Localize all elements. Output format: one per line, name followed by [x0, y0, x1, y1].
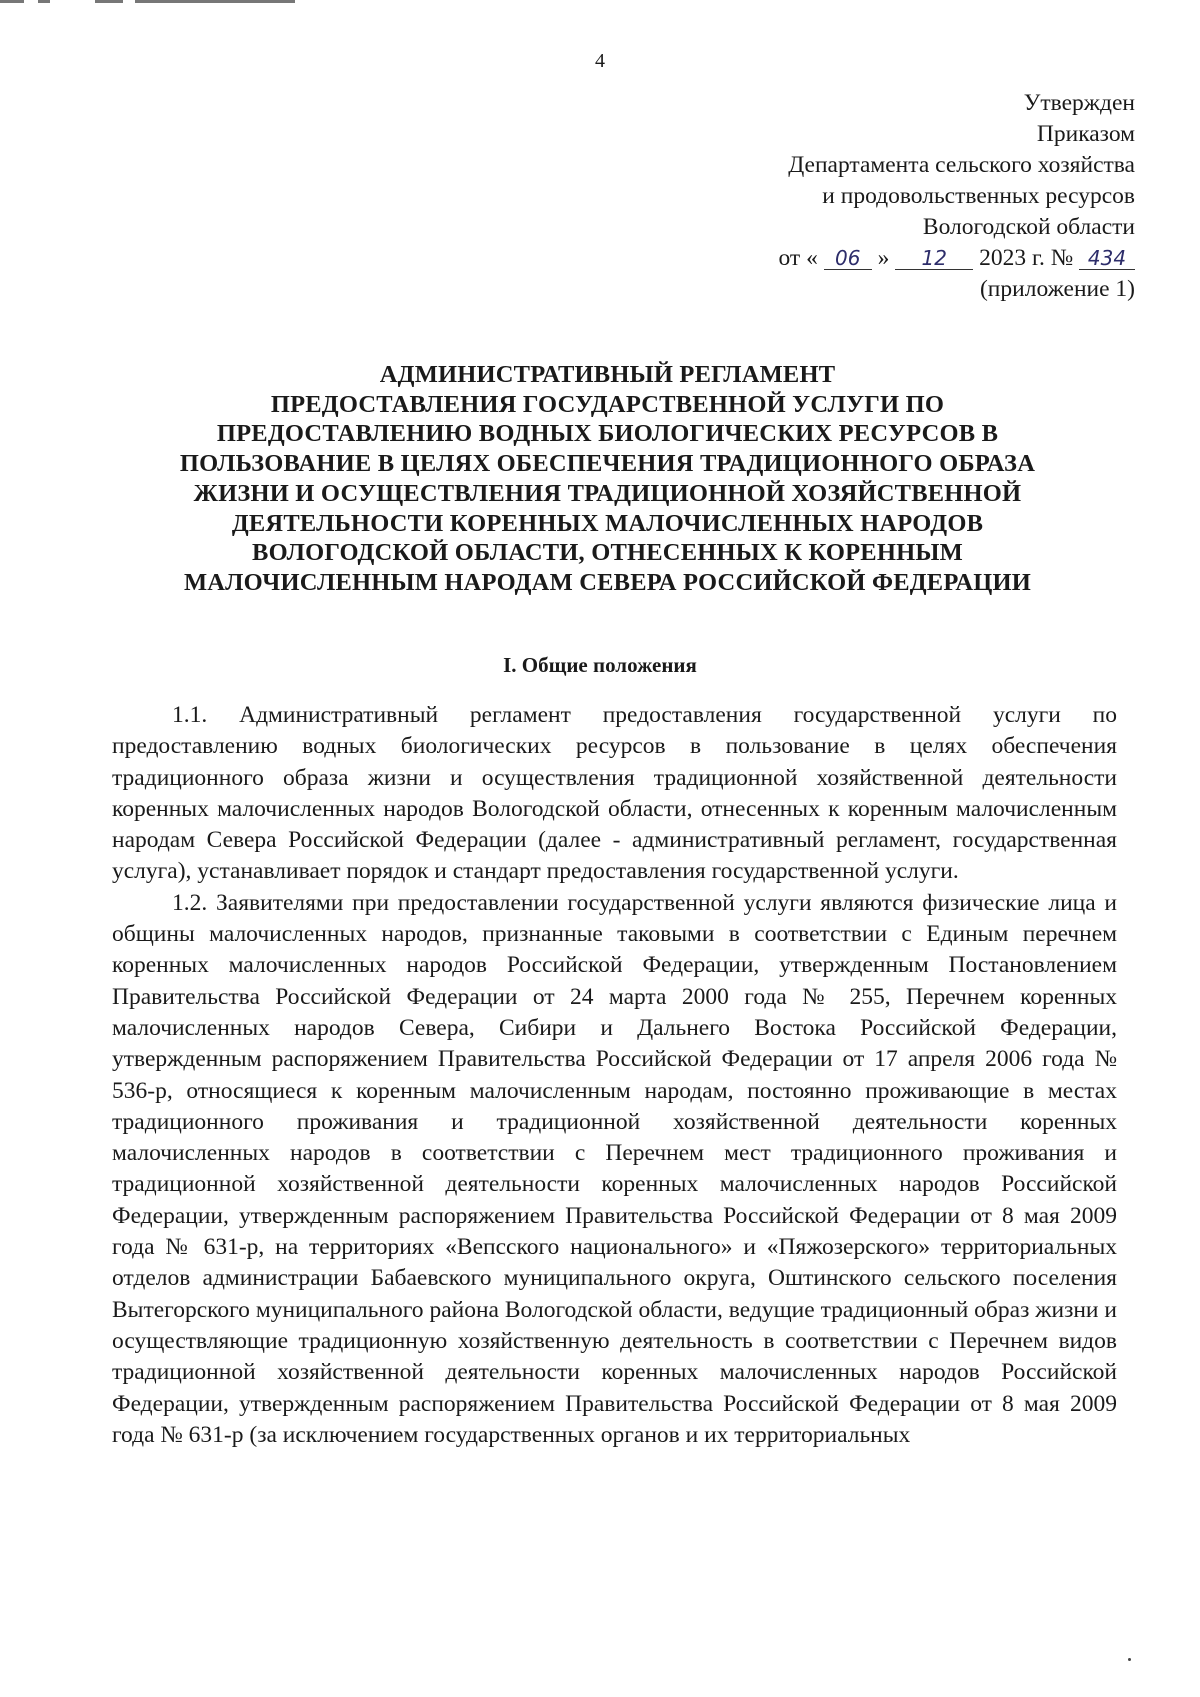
title-line: АДМИНИСТРАТИВНЫЙ РЕГЛАМЕНТ — [379, 361, 836, 388]
approval-date-line — [778, 243, 1135, 274]
approval-block — [778, 88, 1135, 305]
paragraph: 1.1. Административный регламент предоставления государственной услуги по предоставлению водных биологических ресурсов в пользование в целях обеспечения традиционного образа жизни и осуществления традиционной хозяйственной деятельности коренных малочисленных народов Вологодской области, отнесенных к коренным малочисленным народам Севера Российской Федерации (далее - административный регламент, государственная услуга), устанавливает порядок и стандарт предоставления государственной услуги. — [112, 702, 1117, 885]
date-separator: » — [877, 245, 890, 271]
approval-line: Приказом — [1036, 121, 1135, 147]
section-heading: I. Общие положения — [503, 653, 697, 677]
handwritten-day: 06 — [824, 247, 872, 270]
title-line: ЖИЗНИ И ОСУЩЕСТВЛЕНИЯ ТРАДИЦИОННОЙ ХОЗЯЙСТВЕННОЙ — [193, 479, 1022, 507]
approval-line: Вологодской области — [922, 214, 1135, 240]
approval-line: Департамента сельского хозяйства — [788, 152, 1135, 178]
handwritten-month: 12 — [895, 247, 973, 270]
title-line: ВОЛОГОДСКОЙ ОБЛАСТИ, ОТНЕСЕННЫХ К КОРЕННЫМ — [252, 539, 963, 567]
scan-speck — [1128, 1658, 1131, 1661]
date-year: 2023 г. № — [979, 245, 1074, 271]
appendix-note: (приложение 1) — [979, 276, 1135, 302]
scan-edge-marks — [0, 0, 300, 4]
document-title — [125, 360, 1090, 598]
paragraph: 1.2. Заявителями при предоставлении государственной услуги являются физические лица и общины малочисленных народов, признанные таковыми в соответствии с Единым перечнем коренных малочисленных народов Российской Федерации, утвержденным Постановлением Правительства Российской Федерации от 24 марта 2000 года № 255, Перечнем коренных малочисленных народов Севера, Сибири и Дальнего Востока Российской Федерации, утвержденным распоряжением Правительства Российской Федерации от 17 апреля 2006 года № 536-р, относящиеся к коренным малочисленным народам, постоянно проживающие в местах традиционного проживания и традиционной хозяйственной деятельности коренных малочисленных народов в соответствии с Перечнем мест традиционного проживания и традиционной хозяйственной деятельности коренных малочисленных народов Российской Федерации, утвержденным распоряжением Правительства Российской Федерации от 8 мая 2009 года № 631-р, на территориях «Вепсского национального» и «Пяжозерского» территориальных отделов администрации Бабаевского муниципального округа, Оштинского сельского поселения Вытегорского муниципального района Вологодской области, ведущие традиционный образ жизни и осуществляющие традиционную хозяйственную деятельность в соответствии с Перечнем видов традиционной хозяйственной деятельности коренных малочисленных народов Российской Федерации, утвержденным распоряжением Правительства Российской Федерации от 8 мая 2009 года № 631-р (за исключением государственных органов и их территориальных — [112, 889, 1117, 1448]
handwritten-order-number: 434 — [1079, 247, 1135, 270]
body-text — [112, 700, 1117, 1451]
title-line: ДЕЯТЕЛЬНОСТИ КОРЕННЫХ МАЛОЧИСЛЕННЫХ НАРОДОВ — [231, 509, 984, 537]
approval-line: и продовольственных ресурсов — [822, 183, 1135, 209]
approval-line: Утвержден — [1023, 90, 1135, 116]
title-line: ПРЕДОСТАВЛЕНИЮ ВОДНЫХ БИОЛОГИЧЕСКИХ РЕСУРСОВ В — [216, 420, 999, 448]
title-line: ПОЛЬЗОВАНИЕ В ЦЕЛЯХ ОБЕСПЕЧЕНИЯ ТРАДИЦИОННОГО ОБРАЗА — [179, 450, 1036, 478]
title-line: ПРЕДОСТАВЛЕНИЯ ГОСУДАРСТВЕННОЙ УСЛУГИ ПО — [270, 390, 945, 418]
title-line: МАЛОЧИСЛЕННЫМ НАРОДАМ СЕВЕРА РОССИЙСКОЙ ФЕДЕРАЦИИ — [183, 568, 1032, 596]
date-prefix: от « — [778, 245, 818, 271]
page-number: 4 — [595, 50, 605, 72]
